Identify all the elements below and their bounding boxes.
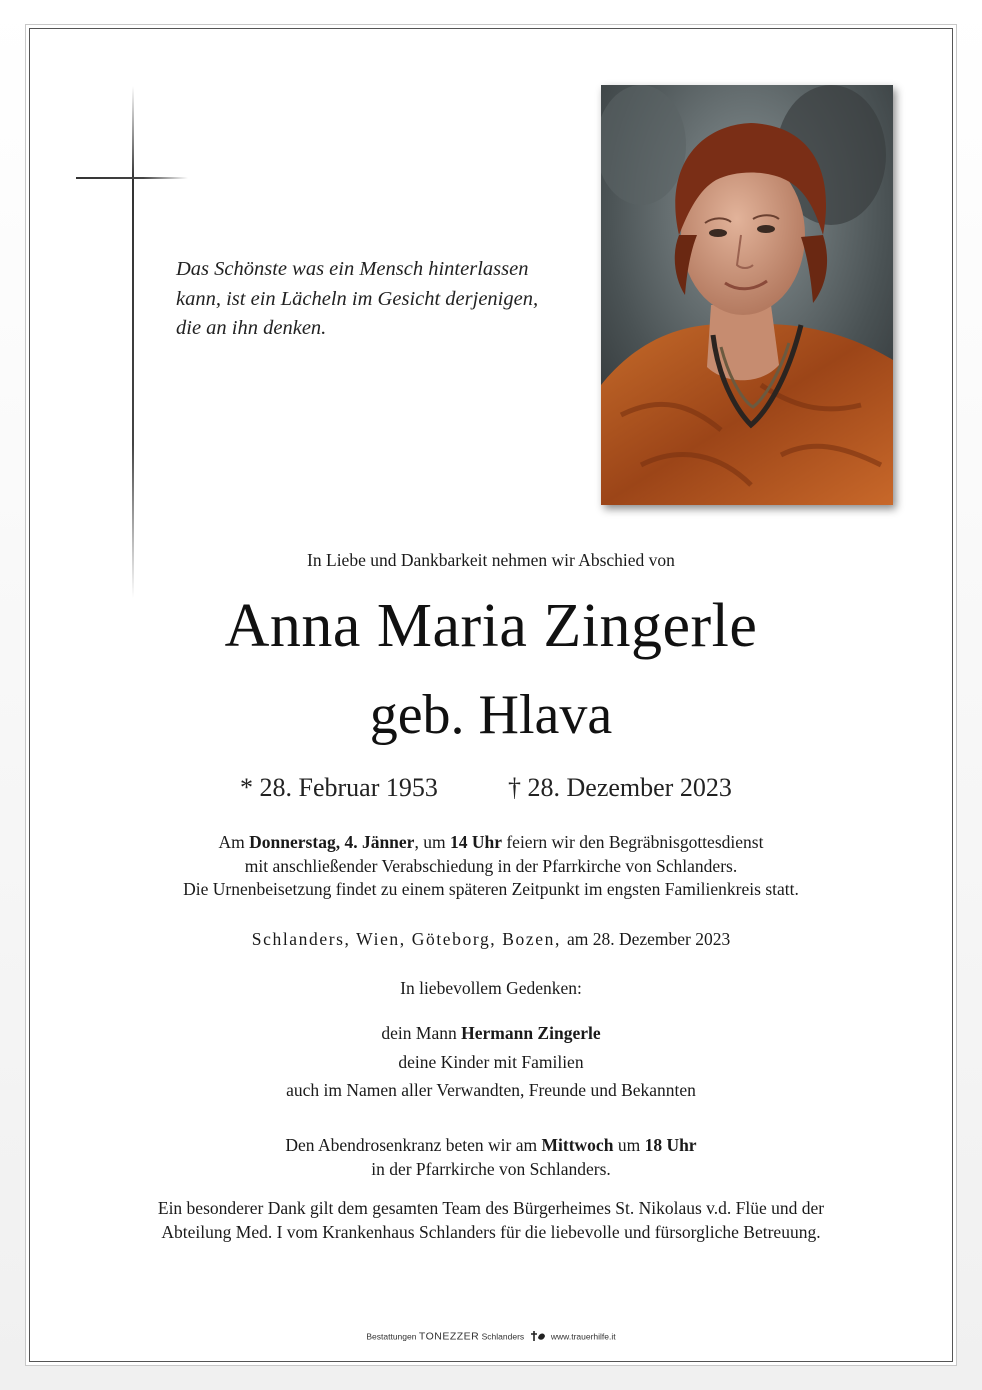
footer-credit xyxy=(0,1330,982,1344)
funeral-service-info xyxy=(0,831,982,902)
funeral-home-brand: TONEZZER xyxy=(418,1330,480,1343)
farewell-intro: In Liebe und Dankbarkeit nehmen wir Abschied von xyxy=(307,550,675,570)
website-link[interactable]: www.trauerhilfe.it xyxy=(550,1331,616,1342)
rosary-time: 18 Uhr xyxy=(644,1135,697,1155)
family-line-3: auch im Namen aller Verwandten, Freunde und Bekannten xyxy=(286,1080,696,1100)
text: Den Abendrosenkranz beten wir am xyxy=(285,1135,542,1155)
service-line-1 xyxy=(0,831,982,855)
text: , um xyxy=(414,832,450,852)
cross-horizontal-beam xyxy=(76,177,188,179)
memorial-quote xyxy=(176,255,596,344)
deceased-name: Anna Maria Zingerle xyxy=(224,592,758,660)
trauerhilfe-logo-icon xyxy=(530,1330,546,1344)
maiden-name: geb. Hlava xyxy=(369,684,613,746)
service-time: 14 Uhr xyxy=(449,832,502,852)
birth-date: * 28. Februar 1953 xyxy=(240,773,438,802)
service-line-3: Die Urnenbeisetzung findet zu einem späteren Zeitpunkt im engsten Familienkreis statt. xyxy=(183,879,799,899)
portrait-illustration xyxy=(601,85,893,505)
place-and-date xyxy=(0,928,982,952)
quote-line: Das Schönste was ein Mensch hinterlassen xyxy=(176,258,529,280)
quote-line: kann, ist ein Lächeln im Gesicht derjenigen, xyxy=(176,287,539,310)
death-date: † 28. Dezember 2023 xyxy=(508,773,732,802)
service-line-2: mit anschließender Verabschiedung in der Pfarrkirche von Schlanders. xyxy=(244,855,738,876)
portrait-photo xyxy=(601,85,893,505)
husband-name: Hermann Zingerle xyxy=(461,1023,601,1043)
cross-vertical-beam xyxy=(132,86,134,598)
thanks-line-1: Ein besonderer Dank gilt dem gesamten Team des Bürgerheimes St. Nikolaus v.d. Flüe und der xyxy=(157,1198,825,1218)
rosary-line-1 xyxy=(0,1134,982,1158)
rosary-day: Mittwoch xyxy=(541,1135,614,1155)
family-line-2: deine Kinder mit Familien xyxy=(398,1051,584,1072)
text: feiern wir den Begräbnisgottesdienst xyxy=(501,832,764,852)
announcement-date: am 28. Dezember 2023 xyxy=(566,929,731,949)
rosary-info xyxy=(0,1134,982,1181)
text: dein Mann xyxy=(381,1023,462,1043)
text: Am xyxy=(218,832,250,852)
thanks-line-2: Abteilung Med. I vom Krankenhaus Schlanders für die liebevolle und fürsorgliche Betreuung. xyxy=(161,1221,821,1242)
footer-prefix: Bestattungen xyxy=(366,1331,417,1342)
thanks-note xyxy=(0,1197,982,1244)
service-day: Donnerstag, 4. Jänner xyxy=(249,832,415,852)
text: um xyxy=(613,1135,645,1155)
quote-line: die an ihn denken. xyxy=(176,317,327,339)
rosary-line-2: in der Pfarrkirche von Schlanders. xyxy=(371,1158,611,1179)
places: Schlanders, Wien, Göteborg, Bozen, xyxy=(251,929,561,949)
place-date-line xyxy=(0,928,982,952)
family-mourners xyxy=(0,1019,982,1105)
footer-town: Schlanders xyxy=(481,1331,525,1342)
remembrance-text: In liebevollem Gedenken: xyxy=(400,978,582,998)
family-line-1 xyxy=(0,1019,982,1048)
remembrance-heading xyxy=(0,977,982,1001)
